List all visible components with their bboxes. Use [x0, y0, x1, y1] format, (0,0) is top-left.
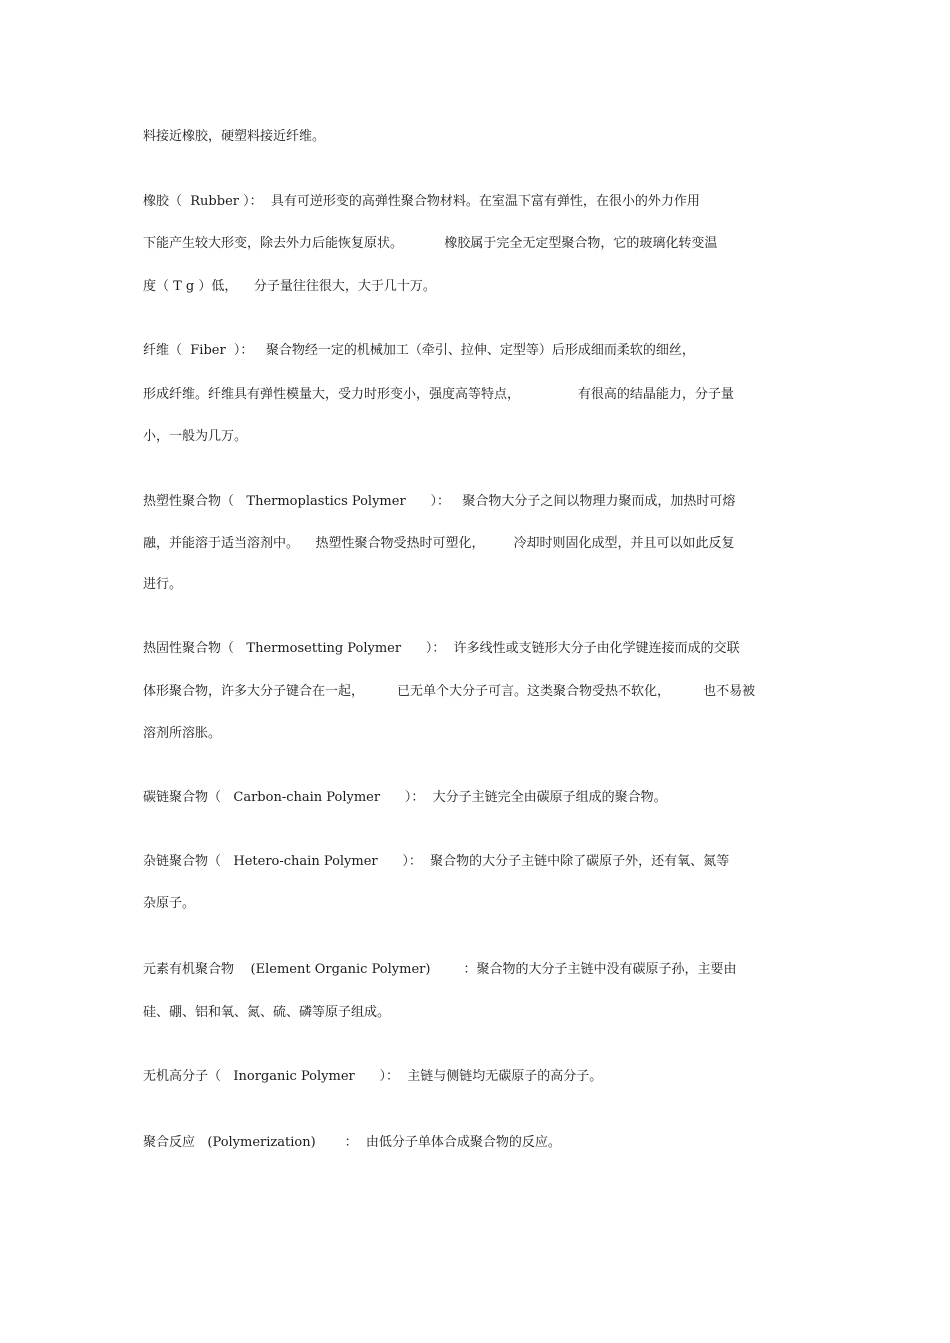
text-line-5: 纤维（ Fiber ）： 聚合物经一定的机械加工（牵引、拉伸、定型等）后形成细而柔软的细丝， — [143, 343, 695, 358]
text-line-6: 形成纤维。纤维具有弹性模量大，受力时形变小，强度高等特点， 有很高的结晶能力，分子量 — [143, 387, 734, 402]
text-line-7: 小，一般为几万。 — [143, 429, 248, 444]
text-line-13: 溶剂所溶胀。 — [143, 726, 222, 741]
text-line-17: 元素有机聚合物 (Element Organic Polymer) ：聚合物的大分子主链中没有碳原子孙，主要由 — [143, 962, 737, 977]
text-line-18: 硅、硼、铝和氧、氮、硫、磷等原子组成。 — [143, 1005, 391, 1020]
text-line-4: 度（ T g ）低， 分子量往往很大，大于几十万。 — [143, 279, 436, 294]
text-line-20: 聚合反应 (Polymerization) ： 由低分子单体合成聚合物的反应。 — [143, 1135, 561, 1150]
text-line-16: 杂原子。 — [143, 896, 196, 911]
text-line-3: 下能产生较大形变，除去外力后能恢复原状。 橡胶属于完全无定型聚合物，它的玻璃化转变温 — [143, 236, 718, 251]
text-line-11: 热固性聚合物（ Thermosetting Polymer ）： 许多线性或支链形大分子由化学键连接而成的交联 — [143, 641, 740, 656]
text-line-19: 无机高分子（ Inorganic Polymer ）： 主链与侧链均无碳原子的高分子。 — [143, 1069, 603, 1084]
text-line-12: 体形聚合物，许多大分子键合在一起， 已无单个大分子可言。这类聚合物受热不软化， 也不易被 — [143, 684, 756, 699]
text-line-9: 融，并能溶于适当溶剂中。 热塑性聚合物受热时可塑化， 冷却时则固化成型，并且可以如此反复 — [143, 536, 735, 551]
text-line-14: 碳链聚合物（ Carbon-chain Polymer ）： 大分子主链完全由碳原子组成的聚合物。 — [143, 790, 667, 805]
text-line-15: 杂链聚合物（ Hetero-chain Polymer ）： 聚合物的大分子主链中除了碳原子外，还有氧、氮等 — [143, 854, 730, 869]
text-line-1: 料接近橡胶，硬塑料接近纤维。 — [143, 129, 326, 144]
text-line-10: 进行。 — [143, 577, 183, 592]
text-line-8: 热塑性聚合物（ Thermoplastics Polymer ）： 聚合物大分子之间以物理力聚而成，加热时可熔 — [143, 494, 736, 509]
text-line-2: 橡胶（ Rubber ）： 具有可逆形变的高弹性聚合物材料。在室温下富有弹性，在很小的外力作用 — [143, 194, 700, 209]
